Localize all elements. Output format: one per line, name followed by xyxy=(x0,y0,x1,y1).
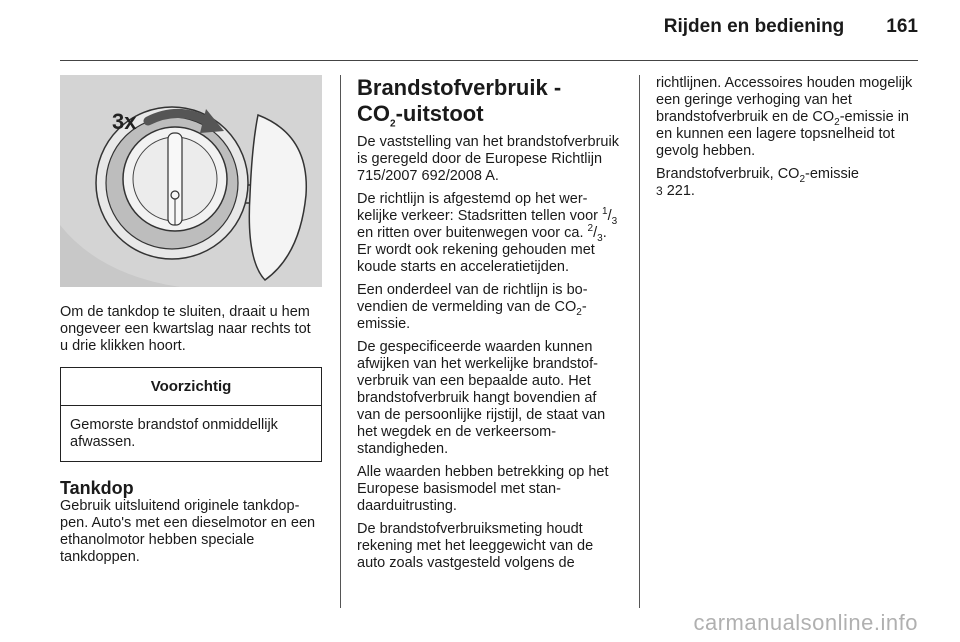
watermark: carmanualsonline.info xyxy=(693,610,918,635)
caution-body: Gemorste brandstof onmiddellijk afwassen. xyxy=(70,417,278,450)
page-number: 161 xyxy=(886,16,918,37)
header-rule xyxy=(60,60,918,61)
tankdop-text: Gebruik uitsluitend originele tankdoppen. Auto's met een dieselmotor en een ethanolmotor hebben speciale tankdoppen. xyxy=(60,498,316,565)
rotation-count-label: 3x xyxy=(112,109,137,134)
heading-line-1: Brandstofverbruik - xyxy=(357,75,562,100)
paragraph: richtlijnen. Accessoires houden mogelijk een geringe verhoging van het brandstofverbruik en de $CO_2$-emissie in en kunnen een lagere topsnelheid tot gevolg hebben. xyxy=(656,75,913,159)
heading-sub: 2 xyxy=(390,118,396,130)
heading-line-2: -uitstoot xyxy=(395,101,484,126)
tankdop-heading: Tankdop xyxy=(60,478,134,498)
paragraph: De richtlijn is afgestemd op het werkelijke verkeer: Stadsritten tellen voor $^1/_3$ en ritten over buitenwegen voor ca. $^2/_3$. Er wordt ook rekening gehouden met koude starts en acceleratietijden. xyxy=(357,191,618,275)
column-left xyxy=(60,75,322,572)
paragraph: Alle waarden hebben betrekking op het Europese basismodel met standaarduitrusting. xyxy=(357,464,609,514)
figure-caption: Om de tankdop te sluiten, draait u hem ongeveer een kwartslag naar rechts tot u drie klikken hoort. xyxy=(60,304,311,354)
page-header xyxy=(664,16,918,38)
section-heading xyxy=(357,75,622,130)
reference-arrow-icon: 3 xyxy=(656,184,663,198)
paragraph: De gespecificeerde waarden kunnen afwijken van het werkelijke brandstofverbruik van een bepaalde auto. Het brandstofverbruik hangt bovendien af van de persoonlijke rijstijl, de staat van het wegdek en de verkeersomstandigheden. xyxy=(357,339,606,457)
caution-title: Voorzichtig xyxy=(61,368,321,406)
heading-co: CO xyxy=(357,101,390,126)
column-middle xyxy=(357,75,622,578)
reference-page[interactable]: 221. xyxy=(662,183,695,199)
column-divider xyxy=(340,75,341,608)
caution-box xyxy=(60,367,322,462)
column-right xyxy=(656,75,921,206)
fuel-cap-drawing xyxy=(60,75,322,287)
paragraph: De vaststelling van het brandstofverbruik is geregeld door de Europese Richtlijn 715/2007 692/2008 A. xyxy=(357,134,619,184)
paragraph: Een onderdeel van de richtlijn is bovendien de vermelding van de $CO_2$-emissie. xyxy=(357,282,588,332)
paragraph: De brandstofverbruiksmeting houdt rekening met het leeggewicht van de auto zoals vastgesteld volgens de xyxy=(357,521,594,571)
section-title: Rijden en bediening xyxy=(663,16,845,37)
fuel-cap-illustration xyxy=(60,75,322,287)
column-divider xyxy=(639,75,640,608)
cross-reference[interactable]: Brandstofverbruik, $CO_2$-emissie 3 221. xyxy=(656,166,859,199)
